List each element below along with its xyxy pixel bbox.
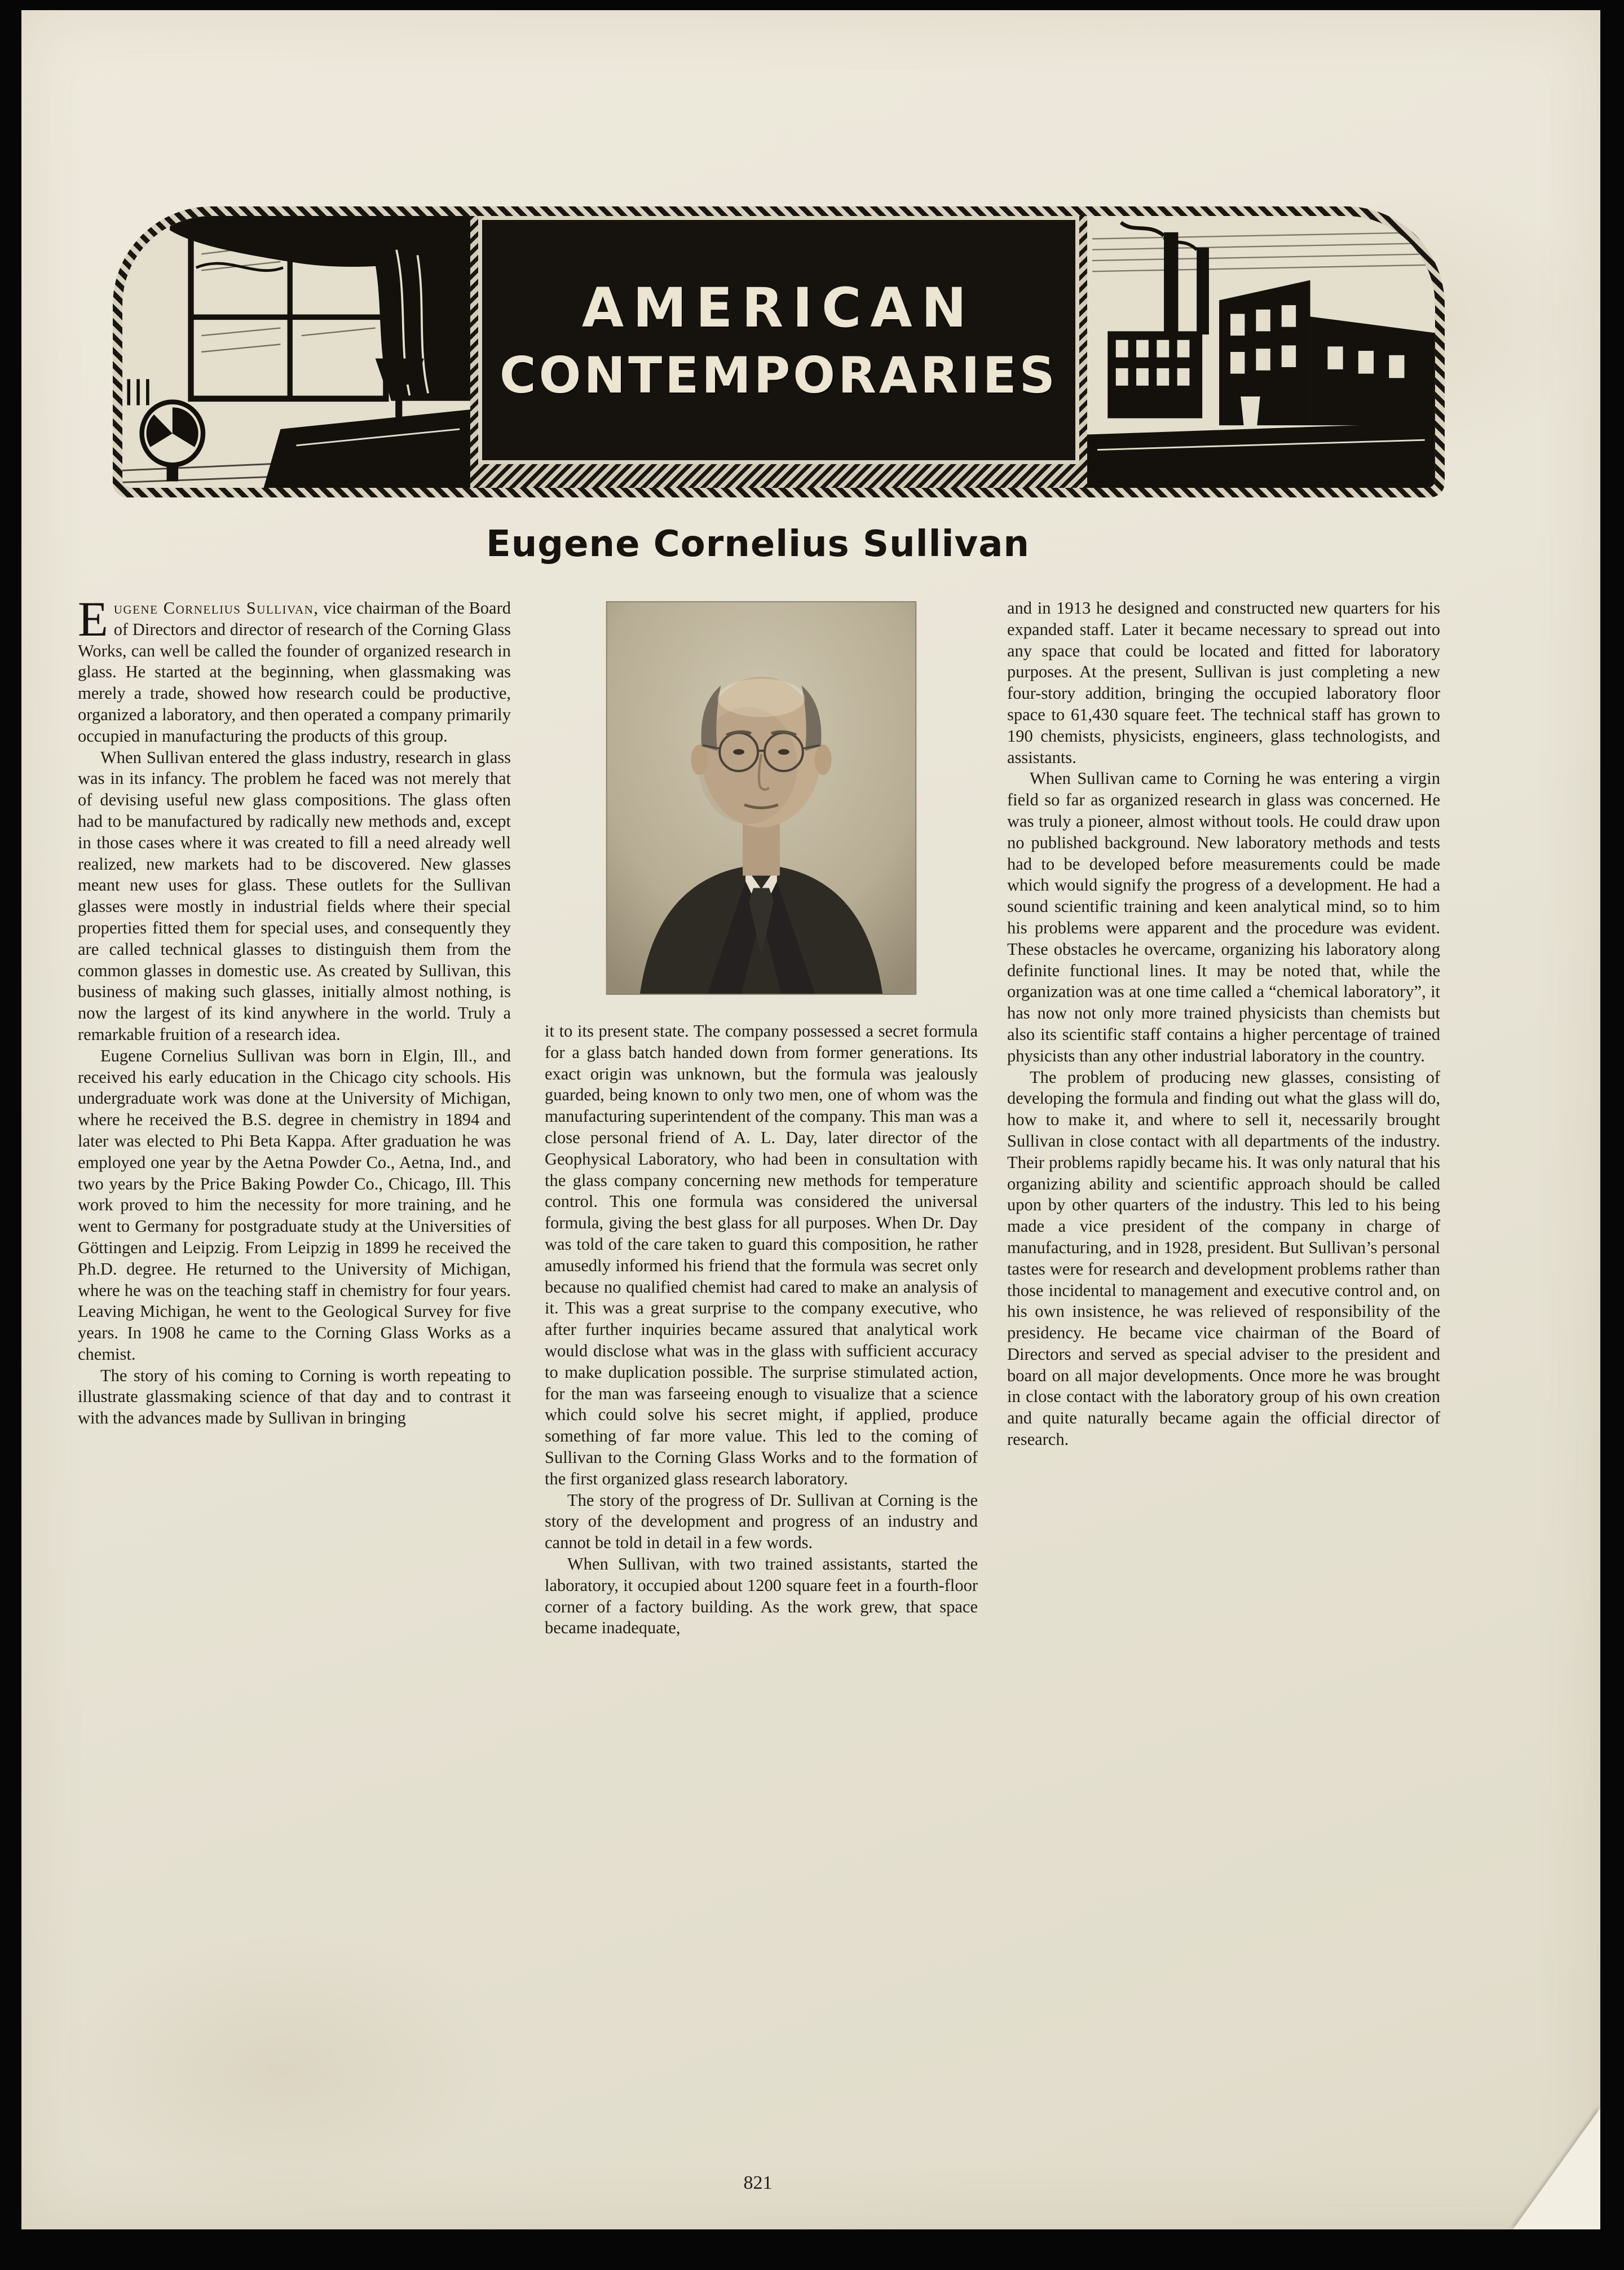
text-column-2 <box>545 598 978 1639</box>
paragraph: When Sullivan entered the glass industry, research in glass was in its infancy. The problem he faced was not merely that of devising useful new glass compositions. The glass often had to be manufactured by radically new methods and, except in those cases where it was created to fill a need already well realized, new markets had to be discovered. New glasses meant new uses for glass. These outlets for the Sullivan glasses were mostly in industrial fields where their special properties fitted them for special uses, and consequently they are called technical glasses to distinguish them from the common glasses in domestic use. As created by Sullivan, this business of making such glasses, initially almost nothing, is now the largest of its kind anywhere in the world. Truly a remarkable fruition of a research idea. <box>78 747 511 1044</box>
paragraph: it to its present state. The company possessed a secret formula for a glass batch handed down from former generations. Its exact origin was unknown, but the formula was jealously guarded, being known to only two men, one of whom was the manufacturing superintendent of the company. This man was a close personal friend of A. L. Day, later director of the Geophysical Laboratory, who had been in consultation with the glass company concerning new methods for temperature control. This one formula was considered the universal formula, giving the best glass for all purposes. When Dr. Day was told of the care taken to guard this composition, he rather amusedly informed his friend that the formula was secret only because no qualified chemist had cared to make an analysis of it. This was a great surprise to the company executive, who after further inquiries became assured that analytical work would disclose what was in the glass with sufficient accuracy to make duplication possible. The surprise stimulated action, for the man was farseeing enough to visualize that a science which could solve his secret might, if applied, produce something of far more value. This led to the coming of Sullivan to the Corning Glass Works and to the formation of the first organized glass research laboratory. <box>545 1021 978 1488</box>
page-corner-fold <box>1513 2108 1600 2229</box>
banner-line-american: AMERICAN <box>581 276 976 340</box>
window-desk-woodcut <box>122 216 470 488</box>
lead-text: vice chairman of the Board of Directors and director of research of the Corning Glass Works, can well be called the founder of organized research in glass. He started at the beginning, when glassmaking was merely a trade, showed how research could be productive, organized a laboratory, and then operated a company primarily occupied in manufacturing the products of this group. <box>78 598 511 746</box>
article-title: Eugene Cornelius Sullivan <box>486 523 1030 565</box>
lead-paragraph <box>78 592 511 747</box>
scanned-page <box>21 10 1600 2229</box>
paragraph: When Sullivan came to Corning he was entering a virgin field so far as organized research in glass was concerned. He was truly a pioneer, almost without tools. He could draw upon no published background. New laboratory methods and tests had to be developed before measurements could be made which would signify the progress of a development. He had a sound scientific training and keen analytical mind, so to him his problems were apparent and the procedure was evident. These obstacles he overcame, organizing his laboratory along definite functional lines. It may be noted that, while the organization was at one time called a “chemical laboratory”, it has now not only more trained physicists than chemists but also its scientific staff contains a higher percentage of trained physicists than any other industrial laboratory in the country. <box>1007 769 1440 1065</box>
paragraph: The story of the progress of Dr. Sullivan at Corning is the story of the development and progress of an industry and cannot be told in detail in a few words. <box>545 1490 978 1553</box>
banner-title-panel <box>478 216 1079 464</box>
drop-cap: E <box>78 592 108 647</box>
factory-woodcut <box>1087 216 1435 488</box>
paper-stain <box>55 1928 506 2210</box>
paragraph: and in 1913 he designed and constructed new quarters for his expanded staff. Later it became necessary to spread out into any space that could be located and fitted for laboratory purposes. At the present, Sullivan is just completing a new four-story addition, bringing the occupied laboratory floor space to 61,430 square feet. The technical staff has grown to 190 chemists, physicists, engineers, glass technologists, and assistants. <box>1007 598 1440 767</box>
study-interior-illustration <box>122 216 470 488</box>
paragraph: When Sullivan, with two trained assistants, started the laboratory, it occupied about 1200 square feet in a fourth-floor corner of a factory building. As the work grew, that space became inadequate, <box>545 1554 978 1638</box>
text-column-3 <box>1007 598 1440 1451</box>
lead-smallcaps: ugene Cornelius Sullivan, <box>113 598 319 618</box>
portrait-photo <box>606 601 917 995</box>
header-banner <box>113 206 1445 497</box>
paragraph: The story of his coming to Corning is worth repeating to illustrate glassmaking science of that day and to contrast it with the advances made by Sullivan in bringing <box>78 1365 511 1428</box>
paragraph: The problem of producing new glasses, consisting of developing the formula and finding out what the glass will do, how to make it, and where to sell it, necessarily brought Sullivan in close contact with all departments of the industry. Their problems rapidly became his. It was only natural that his organizing ability and scientific approach should be called upon by other quarters of the industry. This led to his being made a vice president of the company in charge of manufacturing, and in 1928, president. But Sullivan’s personal tastes were for research and development problems rather than those incidental to management and executive control and, on his own insistence, he was relieved of responsibility of the presidency. He became vice chairman of the Board of Directors and served as special adviser to the president and board on all major developments. Once more he was brought in close contact with the laboratory group of his own creation and quite naturally became again the official director of research. <box>1007 1067 1440 1449</box>
page-number: 821 <box>743 2172 773 2193</box>
banner-line-contemporaries: CONTEMPORARIES <box>500 346 1058 404</box>
text-column-1 <box>78 592 511 1429</box>
paragraph: Eugene Cornelius Sullivan was born in Elgin, Ill., and received his early education in the Chicago city schools. His undergraduate work was done at the University of Michigan, where he received the B.S. degree in chemistry in 1894 and later was elected to Phi Beta Kappa. After graduation he was employed one year by the Aetna Powder Co., Aetna, Ind., and two years by the Price Baking Powder Co., Chicago, Ill. This work proved to him the necessity for more training, and he went to Germany for postgraduate study at the Universities of Göttingen and Leipzig. From Leipzig in 1899 he received the Ph.D. degree. He returned to the University of Michigan, where he was on the teaching staff in chemistry for four years. Leaving Michigan, he went to the Geological Survey for five years. In 1908 he came to the Corning Glass Works as a chemist. <box>78 1046 511 1364</box>
chain-border-frame <box>113 206 1445 497</box>
factory-illustration <box>1087 216 1435 488</box>
